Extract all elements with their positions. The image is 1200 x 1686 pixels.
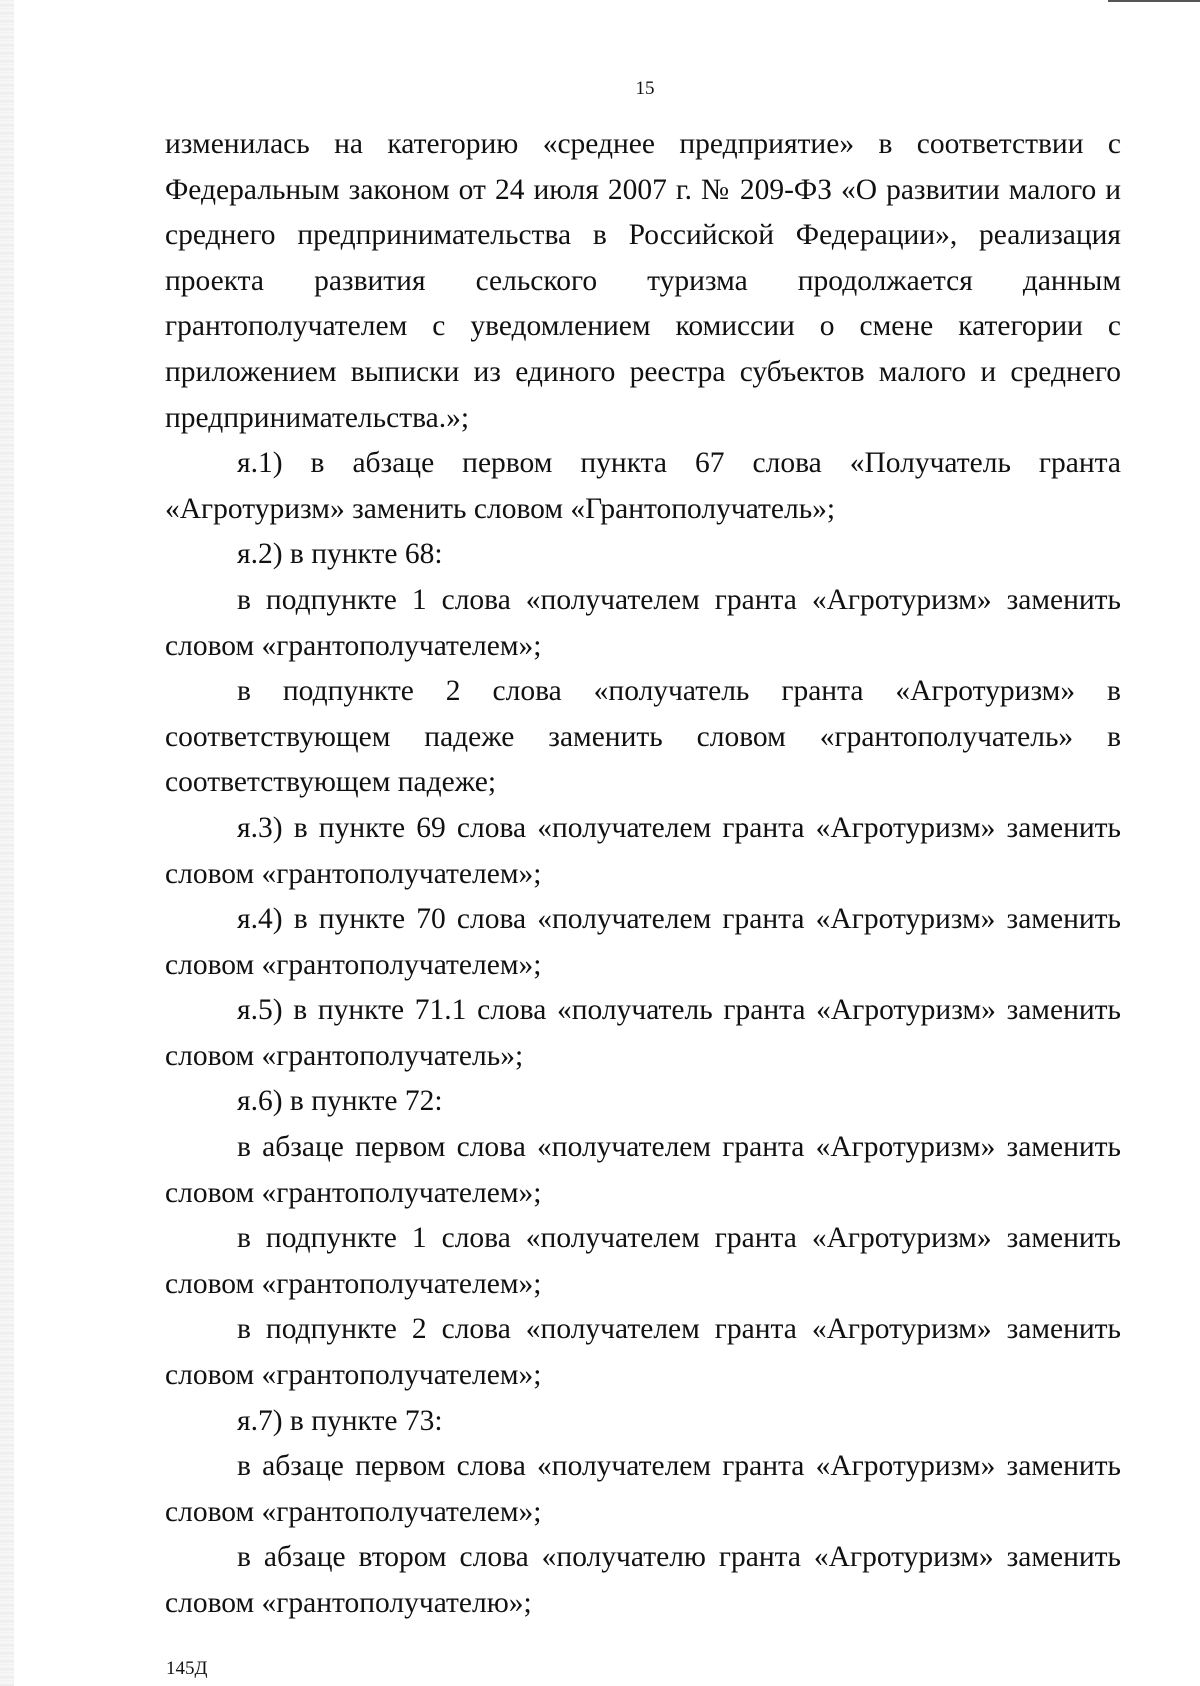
paragraph-subitem: в подпункте 1 слова «получателем гранта «Агротуризм» заменить словом «грантополучателем»; (165, 583, 1121, 662)
paragraph-item-ya7: я.7) в пункте 73: (237, 1404, 443, 1437)
paragraph-subitem: в подпункте 1 слова «получателем гранта «Агротуризм» заменить словом «грантополучателем»; (165, 1222, 1121, 1300)
document-body (165, 122, 1121, 1627)
paragraph-item-ya2: я.2) в пункте 68: (237, 538, 443, 571)
paragraph-continuation: изменилась на категорию «среднее предприятие» в соответствии с Федеральным законом от 24 июля 2007 г. № 209-ФЗ «О развитии малого и среднего предпринимательства в Российской Федерации», реализация проекта развития сельского туризма продолжается данным грантополучателем с уведомлением комиссии о смене категории с приложением выписки из единого реестра субъектов малого и среднего предпринимательства.»; (165, 128, 1121, 434)
paragraph-item-ya4: я.4) в пункте 70 слова «получателем гранта «Агротуризм» заменить словом «грантополучателем»; (165, 903, 1121, 981)
paragraph-item-ya3: я.3) в пункте 69 слова «получателем гранта «Агротуризм» заменить словом «грантополучателем»; (165, 811, 1121, 890)
paragraph-item-ya5: я.5) в пункте 71.1 слова «получатель гранта «Агротуризм» заменить словом «грантополучатель»; (165, 994, 1121, 1072)
paragraph-subitem: в абзаце втором слова «получателю гранта «Агротуризм» заменить словом «грантополучателю»; (165, 1541, 1121, 1619)
footer-document-code: 145Д (166, 1658, 208, 1679)
page-number: 15 (635, 78, 655, 99)
paragraph-subitem: в абзаце первом слова «получателем гранта «Агротуризм» заменить словом «грантополучателем»; (165, 1450, 1121, 1528)
paragraph-item-ya6: я.6) в пункте 72: (237, 1085, 443, 1118)
scan-edge-artifact (0, 0, 14, 1686)
scan-corner-mark (1108, 0, 1200, 2)
paragraph-item-ya1: я.1) в абзаце первом пункта 67 слова «Получатель гранта «Агротуризм» заменить словом «Грантополучатель»; (165, 447, 1121, 525)
paragraph-subitem: в подпункте 2 слова «получателем гранта «Агротуризм» заменить словом «грантополучателем»; (165, 1313, 1121, 1392)
paragraph-subitem: в подпункте 2 слова «получатель гранта «Агротуризм» в соответствующем падеже заменить словом «грантополучатель» в соответствующем падеже; (165, 675, 1121, 799)
paragraph-subitem: в абзаце первом слова «получателем гранта «Агротуризм» заменить словом «грантополучателем»; (165, 1131, 1121, 1209)
